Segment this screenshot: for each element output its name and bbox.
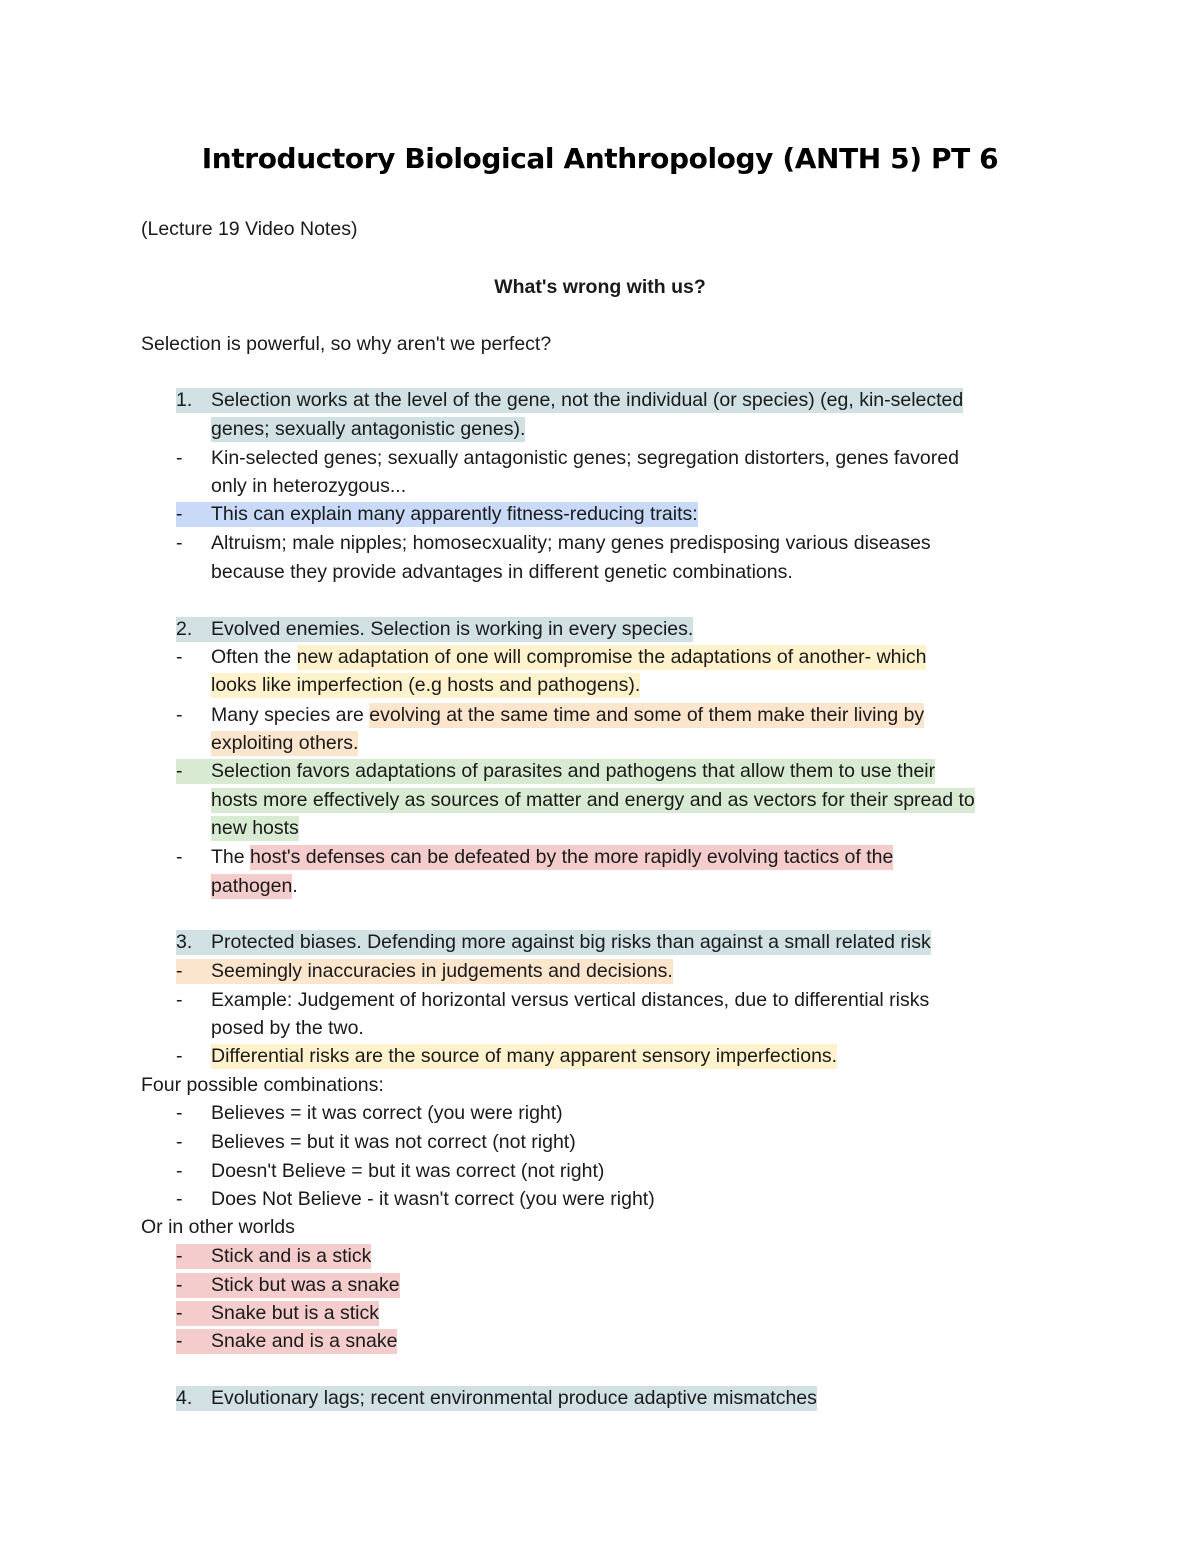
section2-line1: Evolved enemies. Selection is working in every species. <box>211 618 694 640</box>
combination-item: Does Not Believe - it wasn't correct (you were right) <box>211 1188 655 1210</box>
section1-bullet3-line2: because they provide advantages in different genetic combinations. <box>211 561 793 583</box>
bullet-dash: - <box>176 1242 215 1270</box>
combination-item: Believes = but it was not correct (not right) <box>211 1131 576 1153</box>
bullet-dash: - <box>176 704 183 726</box>
list-number-3: 3. <box>176 928 214 956</box>
bullet-dash: - <box>176 846 183 868</box>
list-number-2: 2. <box>176 615 214 643</box>
document-title: Introductory Biological Anthropology (ANTH 5) PT 6 <box>201 142 999 175</box>
section-heading: What's wrong with us? <box>494 276 706 298</box>
bullet-dash: - <box>176 1131 183 1153</box>
bullet-dash: - <box>176 1045 183 1067</box>
section2-bullet3-line1: Selection favors adaptations of parasites and pathogens that allow them to use their <box>211 760 936 782</box>
bullet-dash: - <box>176 1299 215 1327</box>
bullet-dash: - <box>176 1271 215 1299</box>
section1-bullet3-line1: Altruism; male nipples; homosecxuality; many genes predisposing various diseases <box>211 532 931 554</box>
section3-bullet1: Seemingly inaccuracies in judgements and decisions. <box>211 960 673 982</box>
combination-item: Doesn't Believe = but it was correct (not right) <box>211 1160 605 1182</box>
world-item: Stick but was a snake <box>211 1274 400 1296</box>
section1-bullet1-line1: Kin-selected genes; sexually antagonistic genes; segregation distorters, genes favored <box>211 447 959 469</box>
list-number-4: 4. <box>176 1384 214 1412</box>
section2-bullet1-line2: looks like imperfection (e.g hosts and pathogens). <box>211 674 641 696</box>
bullet-dash: - <box>176 1160 183 1182</box>
bullet-dash: - <box>176 447 183 469</box>
section2-bullet4-line1: The host's defenses can be defeated by the more rapidly evolving tactics of the <box>211 846 894 868</box>
section2-bullet2-line2: exploiting others. <box>211 732 359 754</box>
section3-bullet2-line2: posed by the two. <box>211 1017 364 1039</box>
section2-bullet3-line3: new hosts <box>211 817 299 839</box>
section2-bullet2-line1: Many species are evolving at the same time and some of them make their living by <box>211 704 925 726</box>
bullet-dash: - <box>176 757 215 785</box>
bullet-dash: - <box>176 532 183 554</box>
bullet-dash: - <box>176 646 183 668</box>
bullet-dash: - <box>176 1188 183 1210</box>
section3-bullet2-line1: Example: Judgement of horizontal versus vertical distances, due to differential risks <box>211 989 930 1011</box>
other-worlds-heading: Or in other worlds <box>141 1216 295 1238</box>
combinations-heading: Four possible combinations: <box>141 1074 384 1096</box>
section2-bullet4-line2: pathogen. <box>211 875 298 897</box>
section1-bullet2: This can explain many apparently fitness-reducing traits: <box>211 503 698 525</box>
bullet-dash: - <box>176 500 215 528</box>
bullet-dash: - <box>176 989 183 1011</box>
section3-line1: Protected biases. Defending more against big risks than against a small related risk <box>211 931 931 953</box>
combination-item: Believes = it was correct (you were right) <box>211 1102 563 1124</box>
bullet-dash: - <box>176 957 215 985</box>
section3-bullet3: Differential risks are the source of many apparent sensory imperfections. <box>211 1045 838 1067</box>
section1-line1: Selection works at the level of the gene, not the individual (or species) (eg, kin-selected <box>211 389 964 411</box>
section2-bullet1-line1: Often the new adaptation of one will compromise the adaptations of another- which <box>211 646 927 668</box>
world-item: Snake and is a snake <box>211 1330 398 1352</box>
world-item: Stick and is a stick <box>211 1245 372 1267</box>
section4-line1: Evolutionary lags; recent environmental produce adaptive mismatches <box>211 1387 817 1409</box>
list-number-1: 1. <box>176 386 214 414</box>
world-item: Snake but is a stick <box>211 1302 379 1324</box>
bullet-dash: - <box>176 1102 183 1124</box>
section1-line2: genes; sexually antagonistic genes). <box>211 418 526 440</box>
section2-bullet3-line2: hosts more effectively as sources of matter and energy and as vectors for their spread to <box>211 789 975 811</box>
section1-bullet1-line2: only in heterozygous... <box>211 475 407 497</box>
intro-question: Selection is powerful, so why aren't we perfect? <box>141 333 552 355</box>
bullet-dash: - <box>176 1327 215 1355</box>
lecture-subtitle: (Lecture 19 Video Notes) <box>141 218 358 240</box>
